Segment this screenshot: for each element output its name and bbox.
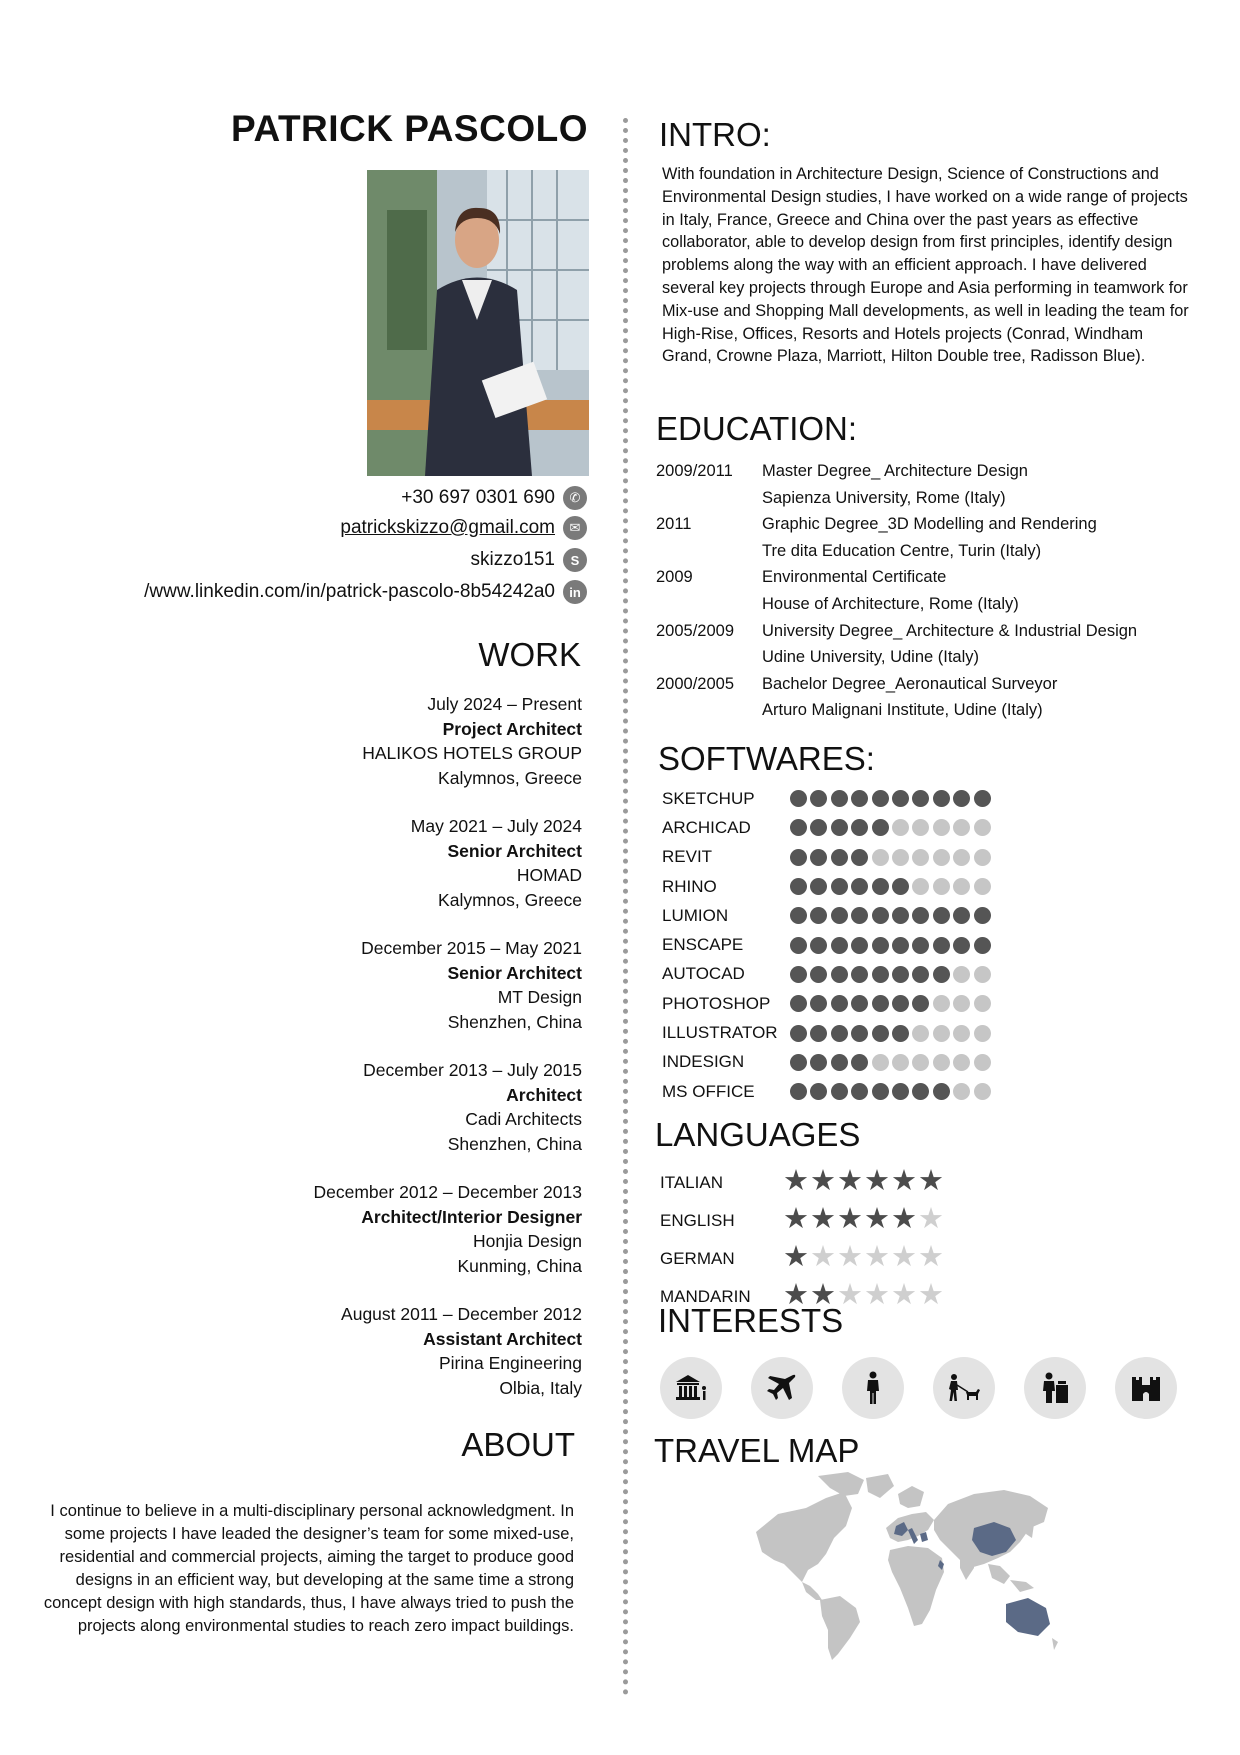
- filled-dot: [790, 1083, 807, 1100]
- empty-dot: [974, 966, 991, 983]
- empty-dot: [933, 1025, 950, 1042]
- software-row: [662, 1077, 991, 1106]
- language-stars: [783, 1242, 944, 1272]
- skype-icon: S: [563, 548, 587, 572]
- filled-dot: [831, 819, 848, 836]
- phone-contact: [401, 486, 587, 510]
- filled-star-icon: ★: [783, 1241, 809, 1273]
- filled-dot: [790, 995, 807, 1012]
- filled-dot: [831, 1083, 848, 1100]
- intro-heading: INTRO:: [659, 116, 771, 153]
- empty-star-icon: ★: [810, 1241, 836, 1273]
- filled-dot: [831, 995, 848, 1012]
- filled-dot: [851, 966, 868, 983]
- empty-dot: [974, 1054, 991, 1071]
- filled-dot: [892, 995, 909, 1012]
- filled-dot: [831, 790, 848, 807]
- empty-dot: [953, 849, 970, 866]
- work-list: [314, 692, 583, 1424]
- job-title: Architect/Interior Designer: [361, 1206, 582, 1227]
- job-dates: December 2012 – December 2013: [313, 1182, 582, 1202]
- skill-dots: [790, 995, 991, 1012]
- education-degree: Graphic Degree_3D Modelling and Rendering: [762, 515, 1097, 534]
- empty-dot: [933, 995, 950, 1012]
- filled-star-icon: ★: [810, 1203, 836, 1235]
- filled-star-icon: ★: [783, 1165, 809, 1197]
- empty-dot: [953, 819, 970, 836]
- filled-dot: [953, 937, 970, 954]
- job-company: MT Design: [497, 987, 582, 1007]
- education-degree: Master Degree_ Architecture Design: [762, 462, 1028, 480]
- filled-dot: [974, 790, 991, 807]
- filled-dot: [831, 1054, 848, 1071]
- education-school: Tre dita Education Centre, Turin (Italy): [762, 541, 1042, 560]
- filled-dot: [933, 937, 950, 954]
- empty-dot: [933, 849, 950, 866]
- filled-dot: [831, 849, 848, 866]
- job-entry: [314, 692, 583, 790]
- empty-star-icon: ★: [864, 1241, 890, 1273]
- about-heading: ABOUT: [461, 1426, 575, 1463]
- filled-dot: [892, 937, 909, 954]
- filled-dot: [810, 907, 827, 924]
- skill-dots: [790, 819, 991, 836]
- education-school: Arturo Malignani Institute, Udine (Italy): [762, 701, 1043, 720]
- empty-star-icon: ★: [918, 1203, 944, 1235]
- empty-star-icon: ★: [918, 1241, 944, 1273]
- empty-dot: [953, 995, 970, 1012]
- job-dates: July 2024 – Present: [427, 694, 582, 714]
- filled-dot: [831, 937, 848, 954]
- job-title: Senior Architect: [447, 962, 582, 983]
- software-row: [662, 901, 991, 930]
- candidate-name: PATRICK PASCOLO: [231, 108, 588, 149]
- education-year: 2005/2009: [656, 621, 734, 640]
- filled-dot: [851, 790, 868, 807]
- education-list: [656, 458, 1137, 724]
- skype-handle: skizzo151: [470, 549, 555, 570]
- empty-dot: [892, 1054, 909, 1071]
- filled-dot: [790, 966, 807, 983]
- filled-dot: [810, 1025, 827, 1042]
- filled-dot: [872, 819, 889, 836]
- filled-dot: [872, 907, 889, 924]
- filled-dot: [872, 878, 889, 895]
- empty-dot: [974, 849, 991, 866]
- phone-number: +30 697 0301 690: [401, 487, 555, 508]
- softwares-list: [662, 784, 991, 1106]
- skill-dots: [790, 878, 991, 895]
- software-row: [662, 872, 991, 901]
- empty-dot: [912, 878, 929, 895]
- language-stars: [783, 1166, 944, 1196]
- filled-star-icon: ★: [864, 1165, 890, 1197]
- empty-dot: [953, 1025, 970, 1042]
- filled-dot: [810, 1083, 827, 1100]
- education-entry: [656, 564, 1137, 617]
- education-degree: University Degree_ Architecture & Industrial Design: [762, 621, 1138, 640]
- job-entry: [314, 1302, 583, 1400]
- filled-dot: [790, 790, 807, 807]
- filled-dot: [851, 1025, 868, 1042]
- filled-dot: [953, 790, 970, 807]
- filled-dot: [933, 966, 950, 983]
- email-link[interactable]: patrickskizzo@gmail.com: [340, 517, 555, 538]
- filled-dot: [810, 1054, 827, 1071]
- filled-dot: [892, 878, 909, 895]
- job-entry: [314, 814, 583, 912]
- filled-star-icon: ★: [783, 1279, 809, 1311]
- filled-star-icon: ★: [810, 1279, 836, 1311]
- education-degree: Bachelor Degree_Aeronautical Surveyor: [762, 674, 1058, 693]
- job-dates: December 2013 – July 2015: [363, 1060, 582, 1080]
- filled-dot: [831, 966, 848, 983]
- education-entry: [656, 511, 1137, 564]
- filled-dot: [892, 1025, 909, 1042]
- filled-dot: [953, 907, 970, 924]
- filled-dot: [872, 966, 889, 983]
- empty-star-icon: ★: [837, 1241, 863, 1273]
- filled-dot: [790, 1025, 807, 1042]
- skill-dots: [790, 966, 991, 983]
- job-location: Kunming, China: [457, 1255, 582, 1276]
- language-name: GERMAN: [660, 1249, 735, 1268]
- empty-dot: [933, 878, 950, 895]
- language-row: [660, 1238, 944, 1276]
- filled-dot: [872, 790, 889, 807]
- filled-dot: [831, 1025, 848, 1042]
- softwares-heading: SOFTWARES:: [658, 740, 875, 777]
- empty-star-icon: ★: [891, 1279, 917, 1311]
- education-year: 2000/2005: [656, 674, 734, 693]
- filled-star-icon: ★: [864, 1203, 890, 1235]
- education-school: Sapienza University, Rome (Italy): [762, 488, 1006, 507]
- empty-dot: [974, 819, 991, 836]
- job-company: HOMAD: [516, 865, 582, 885]
- filled-dot: [790, 819, 807, 836]
- skill-dots: [790, 1083, 991, 1100]
- filled-dot: [810, 819, 827, 836]
- language-row: [660, 1200, 944, 1238]
- filled-dot: [831, 907, 848, 924]
- filled-dot: [851, 1083, 868, 1100]
- software-name: ARCHICAD: [662, 817, 751, 837]
- education-entry: [656, 458, 1137, 511]
- filled-star-icon: ★: [918, 1165, 944, 1197]
- profile-photo: [367, 170, 589, 476]
- empty-star-icon: ★: [837, 1279, 863, 1311]
- filled-dot: [872, 995, 889, 1012]
- job-dates: May 2021 – July 2024: [410, 816, 582, 836]
- filled-dot: [912, 966, 929, 983]
- filled-dot: [851, 819, 868, 836]
- education-degree: Environmental Certificate: [762, 568, 947, 587]
- empty-dot: [974, 1025, 991, 1042]
- job-entry: [314, 1180, 583, 1278]
- skype-contact: [471, 548, 588, 572]
- empty-dot: [933, 1054, 950, 1071]
- linkedin-url[interactable]: /www.linkedin.com/in/patrick-pascolo-8b54242a0: [144, 581, 555, 602]
- software-row: [662, 843, 991, 872]
- filled-dot: [790, 878, 807, 895]
- empty-dot: [912, 1025, 929, 1042]
- filled-dot: [810, 937, 827, 954]
- empty-star-icon: ★: [864, 1279, 890, 1311]
- software-row: [662, 1048, 991, 1077]
- filled-dot: [851, 937, 868, 954]
- software-name: MS OFFICE: [662, 1081, 755, 1101]
- job-title: Architect: [506, 1084, 582, 1105]
- software-row: [662, 784, 991, 813]
- linkedin-icon: in: [563, 580, 587, 604]
- filled-dot: [790, 937, 807, 954]
- software-name: ENSCAPE: [662, 935, 744, 955]
- job-location: Shenzhen, China: [447, 1011, 582, 1032]
- filled-dot: [851, 849, 868, 866]
- travel-map-heading: TRAVEL MAP: [654, 1432, 860, 1469]
- filled-dot: [933, 907, 950, 924]
- linkedin-contact: [144, 580, 587, 604]
- filled-dot: [851, 878, 868, 895]
- software-name: PHOTOSHOP: [662, 993, 771, 1013]
- filled-dot: [912, 995, 929, 1012]
- filled-dot: [974, 907, 991, 924]
- empty-dot: [872, 1054, 889, 1071]
- filled-star-icon: ★: [837, 1203, 863, 1235]
- filled-star-icon: ★: [783, 1203, 809, 1235]
- education-heading: EDUCATION:: [656, 410, 858, 447]
- filled-dot: [810, 966, 827, 983]
- empty-dot: [974, 878, 991, 895]
- empty-star-icon: ★: [918, 1279, 944, 1311]
- empty-dot: [892, 849, 909, 866]
- filled-dot: [790, 907, 807, 924]
- job-location: Shenzhen, China: [447, 1133, 582, 1154]
- software-name: LUMION: [662, 905, 729, 925]
- filled-dot: [933, 790, 950, 807]
- education-year: 2011: [656, 515, 692, 534]
- filled-star-icon: ★: [810, 1165, 836, 1197]
- filled-dot: [810, 995, 827, 1012]
- software-name: INDESIGN: [662, 1052, 745, 1072]
- software-name: RHINO: [662, 876, 717, 896]
- filled-dot: [872, 1025, 889, 1042]
- airplane-icon: [751, 1357, 813, 1419]
- empty-dot: [974, 995, 991, 1012]
- education-entry: [656, 671, 1137, 724]
- job-location: Olbia, Italy: [499, 1377, 582, 1398]
- job-company: HALIKOS HOTELS GROUP: [362, 743, 582, 763]
- job-location: Kalymnos, Greece: [438, 889, 582, 910]
- interests-icons: [660, 1357, 1177, 1419]
- empty-star-icon: ★: [891, 1241, 917, 1273]
- work-heading: WORK: [478, 636, 581, 673]
- column-divider: [623, 118, 628, 1696]
- education-school: House of Architecture, Rome (Italy): [762, 594, 1019, 613]
- filled-dot: [851, 1054, 868, 1071]
- software-row: [662, 989, 991, 1018]
- empty-dot: [912, 819, 929, 836]
- software-name: AUTOCAD: [662, 964, 745, 984]
- world-map: [748, 1468, 1062, 1664]
- skill-dots: [790, 1054, 991, 1071]
- filled-star-icon: ★: [891, 1203, 917, 1235]
- empty-dot: [974, 1083, 991, 1100]
- filled-dot: [872, 937, 889, 954]
- software-row: [662, 813, 991, 842]
- job-location: Kalymnos, Greece: [438, 767, 582, 788]
- job-title: Project Architect: [442, 718, 582, 739]
- filled-dot: [790, 849, 807, 866]
- skill-dots: [790, 907, 991, 924]
- job-title: Assistant Architect: [423, 1328, 582, 1349]
- languages-heading: LANGUAGES: [655, 1116, 861, 1153]
- filled-dot: [933, 1083, 950, 1100]
- job-entry: [314, 1058, 583, 1156]
- interests-heading: INTERESTS: [658, 1302, 844, 1339]
- filled-dot: [872, 1083, 889, 1100]
- envelope-icon: ✉: [563, 516, 587, 540]
- filled-dot: [912, 937, 929, 954]
- education-year: 2009/2011: [656, 462, 733, 480]
- skill-dots: [790, 790, 991, 807]
- cooking-icon: [1024, 1357, 1086, 1419]
- about-text: I continue to believe in a multi-disciplinary personal acknowledgment. In some projects I have leaded the designer’s team for some mixed-use, residential and commercial projects, aiming the target to produce good designs in an efficient way, but developing at the same time a strong concept design with high standards, thus, I have always tried to push the projects along environmental studies to reach zero impact buildings.: [43, 1502, 574, 1635]
- filled-dot: [892, 966, 909, 983]
- intro-text: With foundation in Architecture Design, Science of Constructions and Environmental Design studies, I have worked on a wide range of projects in Italy, France, Greece and China over the past years as effective collaborator, able to develop design from first principles, identify design problems along the way with an efficient approach. I have delivered several key projects through Europe and Asia performing in teamwork for Mix-use and Shopping Mall developments, as well in leading the team for High-Rise, Offices, Resorts and Hotels projects (Conrad, Windham Grand, Crowne Plaza, Marriott, Hilton Double tree, Radisson Blue).: [662, 165, 1189, 366]
- software-row: [662, 960, 991, 989]
- empty-dot: [953, 1083, 970, 1100]
- filled-dot: [912, 1083, 929, 1100]
- empty-dot: [953, 966, 970, 983]
- software-name: REVIT: [662, 847, 713, 867]
- filled-dot: [892, 1083, 909, 1100]
- phone-icon: ✆: [563, 486, 587, 510]
- filled-dot: [892, 907, 909, 924]
- castle-icon: [1115, 1357, 1177, 1419]
- empty-dot: [912, 849, 929, 866]
- filled-dot: [790, 1054, 807, 1071]
- education-entry: [656, 618, 1137, 671]
- education-school: Udine University, Udine (Italy): [762, 648, 980, 667]
- skill-dots: [790, 1025, 991, 1042]
- job-entry: [314, 936, 583, 1034]
- dog-walking-icon: [933, 1357, 995, 1419]
- language-row: [660, 1162, 944, 1200]
- empty-dot: [872, 849, 889, 866]
- language-stars: [783, 1204, 944, 1234]
- filled-dot: [912, 790, 929, 807]
- software-row: [662, 1018, 991, 1047]
- filled-dot: [810, 790, 827, 807]
- job-dates: August 2011 – December 2012: [341, 1304, 582, 1324]
- empty-dot: [933, 819, 950, 836]
- person-walking-icon: [842, 1357, 904, 1419]
- filled-dot: [892, 790, 909, 807]
- language-name: ITALIAN: [660, 1173, 723, 1192]
- filled-dot: [810, 849, 827, 866]
- filled-dot: [974, 937, 991, 954]
- languages-list: [660, 1162, 944, 1314]
- job-title: Senior Architect: [447, 840, 582, 861]
- filled-dot: [912, 907, 929, 924]
- language-name: MANDARIN: [660, 1287, 751, 1306]
- software-name: ILLUSTRATOR: [662, 1023, 778, 1043]
- filled-star-icon: ★: [891, 1165, 917, 1197]
- filled-dot: [831, 878, 848, 895]
- empty-dot: [892, 819, 909, 836]
- email-contact: [340, 516, 587, 540]
- filled-star-icon: ★: [837, 1165, 863, 1197]
- skill-dots: [790, 937, 991, 954]
- empty-dot: [953, 878, 970, 895]
- filled-dot: [851, 995, 868, 1012]
- empty-dot: [953, 1054, 970, 1071]
- filled-dot: [851, 907, 868, 924]
- skill-dots: [790, 849, 991, 866]
- job-company: Honjia Design: [473, 1231, 582, 1251]
- job-dates: December 2015 – May 2021: [361, 938, 582, 958]
- filled-dot: [810, 878, 827, 895]
- museum-icon: [660, 1357, 722, 1419]
- software-name: SKETCHUP: [662, 788, 755, 808]
- job-company: Pirina Engineering: [438, 1353, 582, 1373]
- job-company: Cadi Architects: [465, 1109, 582, 1129]
- language-name: ENGLISH: [660, 1211, 735, 1230]
- software-row: [662, 930, 991, 959]
- education-year: 2009: [656, 568, 693, 587]
- empty-dot: [912, 1054, 929, 1071]
